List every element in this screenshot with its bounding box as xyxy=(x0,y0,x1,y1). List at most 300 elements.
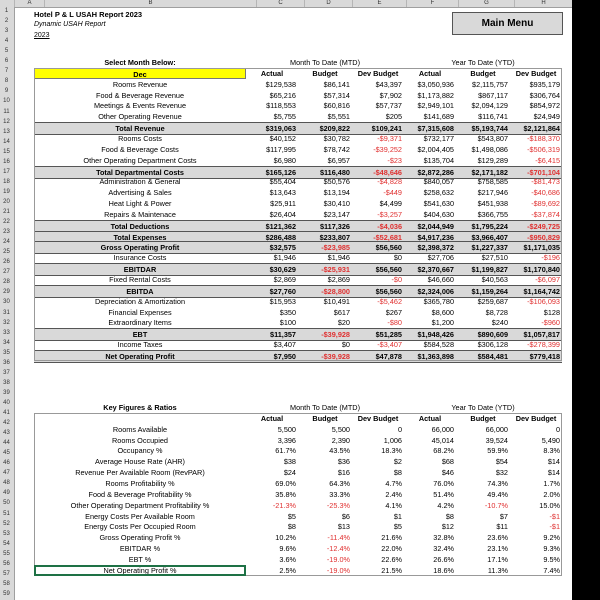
row-number[interactable]: 3 xyxy=(4,28,9,35)
row-number[interactable]: 37 xyxy=(3,369,10,376)
pl-row-label[interactable]: Advertising & Sales xyxy=(108,188,172,198)
kf-value[interactable]: 32.4% xyxy=(433,544,454,554)
pl-value[interactable]: -$28,800 xyxy=(321,286,350,296)
row-number[interactable]: 23 xyxy=(3,229,10,236)
row-number[interactable]: 33 xyxy=(3,329,10,336)
kf-value[interactable]: 21.6% xyxy=(381,533,402,543)
kf-value[interactable]: 21.5% xyxy=(381,565,402,575)
kf-value[interactable]: 4.2% xyxy=(437,500,454,510)
pl-value[interactable]: $32,575 xyxy=(269,243,296,253)
row-number[interactable]: 58 xyxy=(3,580,10,587)
pl-value[interactable]: -$278,399 xyxy=(527,340,560,350)
kf-value[interactable]: 22.0% xyxy=(381,544,402,554)
pl-value[interactable]: $1,227,337 xyxy=(471,243,508,253)
pl-value[interactable]: $11,357 xyxy=(270,330,296,340)
row-number[interactable]: 59 xyxy=(3,590,10,597)
pl-row-label[interactable]: Depreciation & Amortization xyxy=(94,296,186,306)
kf-row-label[interactable]: Energy Costs Per Available Room xyxy=(85,511,195,521)
pl-value[interactable]: $0 xyxy=(341,340,350,350)
kf-value[interactable]: 35.8% xyxy=(275,489,296,499)
pl-row-label[interactable]: Gross Operating Profit xyxy=(100,243,180,253)
pl-value[interactable]: $6,980 xyxy=(273,155,296,165)
kf-value[interactable]: 8.3% xyxy=(543,446,560,456)
pl-value[interactable]: $23,147 xyxy=(323,209,350,219)
kf-value[interactable]: 17.1% xyxy=(487,554,508,564)
pl-value[interactable]: $121,362 xyxy=(265,221,296,231)
kf-row-label[interactable]: Rooms Occupied xyxy=(112,435,168,445)
pl-value[interactable]: -$3,257 xyxy=(377,209,402,219)
pl-value[interactable]: -$4,036 xyxy=(377,221,402,231)
column-letter-d[interactable]: D xyxy=(304,0,352,7)
pl-value[interactable]: $24,949 xyxy=(533,112,560,122)
pl-value[interactable]: $43,397 xyxy=(375,79,402,89)
pl-value[interactable]: $57,314 xyxy=(323,90,350,100)
kf-row-label[interactable]: Rooms Profitability % xyxy=(105,478,175,488)
kf-value[interactable]: 74.3% xyxy=(487,478,508,488)
pl-value[interactable]: $3,966,407 xyxy=(471,232,508,242)
row-number[interactable]: 13 xyxy=(3,128,10,135)
kf-value[interactable]: 43.5% xyxy=(329,446,350,456)
kf-value[interactable]: $54 xyxy=(495,457,508,467)
kf-value[interactable]: -10.7% xyxy=(484,500,508,510)
pl-value[interactable]: $51,285 xyxy=(375,330,402,340)
kf-value[interactable]: 5,500 xyxy=(331,424,350,434)
pl-value[interactable]: $78,742 xyxy=(323,144,350,154)
pl-value[interactable]: -$196 xyxy=(541,253,560,263)
row-number[interactable]: 40 xyxy=(3,399,10,406)
kf-value[interactable]: 39,524 xyxy=(485,435,508,445)
pl-value[interactable]: $13,194 xyxy=(323,188,350,198)
pl-value[interactable]: -$449 xyxy=(383,188,402,198)
row-number[interactable]: 43 xyxy=(3,430,10,437)
row-number[interactable]: 24 xyxy=(3,239,10,246)
kf-value[interactable]: 5,500 xyxy=(277,424,296,434)
pl-value[interactable]: $7,902 xyxy=(379,90,402,100)
kf-row-label[interactable]: Energy Costs Per Occupied Room xyxy=(84,522,196,532)
kf-value[interactable]: 18.3% xyxy=(381,446,402,456)
pl-value[interactable]: $1,171,035 xyxy=(523,243,560,253)
row-number[interactable]: 19 xyxy=(3,188,10,195)
kf-value[interactable]: $6 xyxy=(341,511,350,521)
pl-value[interactable]: -$106,093 xyxy=(527,296,560,306)
pl-value[interactable]: $1,164,742 xyxy=(523,286,560,296)
kf-value[interactable]: $24 xyxy=(283,468,296,478)
row-number[interactable]: 26 xyxy=(3,259,10,266)
kf-value[interactable]: $5 xyxy=(393,522,402,532)
pl-value[interactable]: $26,404 xyxy=(269,209,296,219)
pl-value[interactable]: $2,115,757 xyxy=(472,79,508,89)
kf-value[interactable]: 61.7% xyxy=(275,446,296,456)
pl-value[interactable]: -$89,692 xyxy=(531,199,560,209)
kf-value[interactable]: $2 xyxy=(393,457,402,467)
pl-value[interactable]: $30,629 xyxy=(269,265,296,275)
pl-value[interactable]: $116,741 xyxy=(478,112,508,122)
pl-value[interactable]: -$960 xyxy=(541,318,560,328)
pl-value[interactable]: $1,795,224 xyxy=(471,221,508,231)
kf-value[interactable]: 64.3% xyxy=(329,478,350,488)
kf-row-label[interactable]: EBT % xyxy=(128,554,152,564)
kf-value[interactable]: 68.2% xyxy=(433,446,454,456)
kf-value[interactable]: -12.4% xyxy=(326,544,350,554)
column-letter-c[interactable]: C xyxy=(256,0,304,7)
row-number[interactable]: 46 xyxy=(3,460,10,467)
pl-value[interactable]: -$37,874 xyxy=(531,209,560,219)
kf-value[interactable]: 51.4% xyxy=(433,489,454,499)
kf-value[interactable]: 32.8% xyxy=(433,533,454,543)
pl-value[interactable]: -$81,473 xyxy=(531,177,560,187)
kf-value[interactable]: $46 xyxy=(441,468,454,478)
kf-value[interactable]: $38 xyxy=(283,457,296,467)
row-number[interactable]: 31 xyxy=(3,309,10,316)
pl-value[interactable]: $5,755 xyxy=(273,112,296,122)
kf-value[interactable]: $13 xyxy=(337,522,350,532)
kf-value[interactable]: 2.5% xyxy=(279,565,296,575)
column-letter-g[interactable]: G xyxy=(458,0,514,7)
pl-value[interactable]: $2,872,286 xyxy=(417,167,454,177)
pl-value[interactable]: $3,050,936 xyxy=(417,79,454,89)
pl-value[interactable]: -$249,725 xyxy=(527,221,560,231)
row-number[interactable]: 41 xyxy=(3,410,10,416)
kf-value[interactable]: -$1 xyxy=(549,522,560,532)
pl-value[interactable]: $732,177 xyxy=(423,133,454,143)
kf-value[interactable]: $12 xyxy=(441,522,454,532)
row-number[interactable]: 50 xyxy=(3,500,10,507)
row-number[interactable]: 25 xyxy=(3,249,10,256)
pl-row-label[interactable]: Repairs & Maintenace xyxy=(104,209,176,219)
kf-value[interactable]: $36 xyxy=(337,457,350,467)
kf-value[interactable]: 76.0% xyxy=(433,478,454,488)
pl-value[interactable]: $890,609 xyxy=(477,330,508,340)
kf-value[interactable]: -19.0% xyxy=(326,565,350,575)
row-number[interactable]: 5 xyxy=(4,48,9,55)
pl-row-label[interactable]: Other Operating Department Costs xyxy=(83,155,197,165)
pl-value[interactable]: $60,816 xyxy=(323,101,350,111)
kf-value[interactable]: 0 xyxy=(397,424,402,434)
kf-value[interactable]: 2.4% xyxy=(385,489,402,499)
kf-value[interactable]: 23.6% xyxy=(487,533,508,543)
kf-row-label[interactable]: Average House Rate (AHR) xyxy=(95,457,185,467)
pl-value[interactable]: $1,946 xyxy=(273,253,296,263)
row-number[interactable]: 57 xyxy=(3,570,10,577)
kf-value[interactable]: $68 xyxy=(441,457,454,467)
row-number[interactable]: 9 xyxy=(4,88,9,95)
pl-value[interactable]: $758,585 xyxy=(477,177,508,187)
pl-value[interactable]: $1,170,840 xyxy=(523,265,560,275)
row-number[interactable]: 39 xyxy=(3,389,10,396)
pl-value[interactable]: $5,551 xyxy=(327,112,350,122)
pl-value[interactable]: $47,878 xyxy=(375,351,402,361)
row-number[interactable]: 44 xyxy=(3,440,10,447)
pl-value[interactable]: $286,488 xyxy=(265,232,296,242)
kf-value[interactable]: 5,490 xyxy=(541,435,560,445)
kf-value[interactable]: 66,000 xyxy=(431,424,454,434)
kf-value[interactable]: $8 xyxy=(287,522,296,532)
pl-value[interactable]: -$5,462 xyxy=(377,296,402,306)
kf-row-label[interactable]: Food & Beverage Profitability % xyxy=(88,489,192,499)
kf-value[interactable]: 2.0% xyxy=(543,489,560,499)
row-number[interactable]: 52 xyxy=(3,520,10,527)
row-number[interactable]: 11 xyxy=(3,108,10,115)
month-selector[interactable]: Dec xyxy=(34,68,246,79)
row-number[interactable]: 15 xyxy=(3,148,10,155)
pl-value[interactable]: $451,938 xyxy=(477,199,508,209)
row-number[interactable]: 47 xyxy=(3,470,10,477)
column-letter-f[interactable]: F xyxy=(406,0,458,7)
pl-value[interactable]: -$39,252 xyxy=(373,144,402,154)
row-number[interactable]: 18 xyxy=(3,178,10,185)
pl-value[interactable]: $25,911 xyxy=(270,199,296,209)
pl-value[interactable]: $129,538 xyxy=(265,79,296,89)
pl-value[interactable]: -$950,829 xyxy=(527,232,560,242)
pl-value[interactable]: $267 xyxy=(385,307,402,317)
kf-value[interactable]: -19.0% xyxy=(326,554,350,564)
pl-value[interactable]: $0 xyxy=(393,253,402,263)
pl-value[interactable]: $217,946 xyxy=(477,188,508,198)
pl-value[interactable]: $1,200 xyxy=(431,318,454,328)
pl-value[interactable]: $46,660 xyxy=(427,275,454,284)
pl-value[interactable]: $40,563 xyxy=(481,275,508,284)
kf-value[interactable]: 10.2% xyxy=(275,533,296,543)
row-number[interactable]: 29 xyxy=(3,289,10,296)
kf-value[interactable]: 9.6% xyxy=(279,544,296,554)
pl-value[interactable]: $5,193,744 xyxy=(471,124,508,134)
kf-value[interactable]: 33.3% xyxy=(329,489,350,499)
pl-value[interactable]: $779,418 xyxy=(529,351,560,361)
pl-value[interactable]: $1,159,264 xyxy=(471,286,508,296)
pl-row-label[interactable]: Food & Beverage Costs xyxy=(101,144,179,154)
row-number[interactable]: 22 xyxy=(3,219,10,226)
pl-value[interactable]: $205 xyxy=(385,112,402,122)
pl-row-label[interactable]: Heat Light & Power xyxy=(108,199,172,209)
pl-value[interactable]: $13,643 xyxy=(269,188,296,198)
pl-value[interactable]: $840,057 xyxy=(423,177,454,187)
pl-value[interactable]: $2,044,949 xyxy=(417,221,454,231)
pl-value[interactable]: $7,315,608 xyxy=(417,124,454,134)
row-number[interactable]: 20 xyxy=(3,198,10,205)
pl-value[interactable]: $543,807 xyxy=(477,133,508,143)
kf-row-label[interactable]: Revenue Per Available Room (RevPAR) xyxy=(75,468,205,478)
pl-value[interactable]: -$52,681 xyxy=(373,232,402,242)
pl-value[interactable]: $109,241 xyxy=(371,124,402,134)
pl-value[interactable]: $306,764 xyxy=(529,90,560,100)
pl-row-label[interactable]: Financial Expenses xyxy=(108,307,172,317)
pl-value[interactable]: $935,179 xyxy=(529,79,560,89)
kf-value[interactable]: 4.7% xyxy=(385,478,402,488)
row-number[interactable]: 21 xyxy=(3,209,10,215)
pl-value[interactable]: $7,950 xyxy=(273,351,296,361)
kf-row-label[interactable]: Rooms Available xyxy=(112,424,168,434)
row-number[interactable]: 2 xyxy=(4,18,9,25)
row-number[interactable]: 27 xyxy=(3,269,10,276)
pl-value[interactable]: $141,689 xyxy=(423,112,454,122)
kf-value[interactable]: -11.4% xyxy=(327,533,350,543)
pl-value[interactable]: $1,363,898 xyxy=(417,351,454,361)
pl-value[interactable]: $30,410 xyxy=(323,199,350,209)
row-number[interactable]: 48 xyxy=(3,480,10,487)
pl-value[interactable]: -$80 xyxy=(387,318,402,328)
pl-value[interactable]: $15,953 xyxy=(269,296,296,306)
kf-value[interactable]: -21.3% xyxy=(272,500,296,510)
pl-value[interactable]: $117,326 xyxy=(319,221,350,231)
pl-value[interactable]: $854,972 xyxy=(529,101,560,111)
kf-value[interactable]: $8 xyxy=(393,468,402,478)
pl-value[interactable]: -$0 xyxy=(391,275,402,284)
pl-value[interactable]: $541,630 xyxy=(423,199,454,209)
row-number[interactable]: 53 xyxy=(3,530,10,537)
pl-value[interactable]: $1,173,882 xyxy=(417,90,454,100)
pl-value[interactable]: -$701,104 xyxy=(527,167,560,177)
row-number[interactable]: 42 xyxy=(3,420,10,427)
pl-value[interactable]: $2,398,372 xyxy=(417,243,454,253)
pl-row-label[interactable]: Rooms Revenue xyxy=(112,79,168,89)
row-number[interactable]: 1 xyxy=(4,8,9,14)
kf-value[interactable]: 18.6% xyxy=(433,565,454,575)
row-number[interactable]: 55 xyxy=(3,550,10,557)
pl-value[interactable]: -$39,928 xyxy=(321,330,350,340)
kf-value[interactable]: 3.6% xyxy=(279,554,296,564)
pl-value[interactable]: $135,704 xyxy=(423,155,454,165)
pl-row-label[interactable]: Total Expenses xyxy=(113,232,167,242)
kf-row-label[interactable]: Occupancy % xyxy=(117,446,163,456)
column-letter-a[interactable]: A xyxy=(14,0,44,7)
pl-value[interactable]: $306,128 xyxy=(477,340,508,350)
pl-value[interactable]: $56,560 xyxy=(375,243,402,253)
pl-value[interactable]: $27,510 xyxy=(481,253,508,263)
row-number[interactable]: 16 xyxy=(3,158,10,165)
row-number[interactable]: 4 xyxy=(4,38,9,45)
pl-value[interactable]: $128 xyxy=(543,307,560,317)
pl-value[interactable]: $1,498,086 xyxy=(471,144,508,154)
kf-value[interactable]: -$1 xyxy=(549,511,560,521)
row-number[interactable]: 54 xyxy=(3,540,10,547)
column-letter-e[interactable]: E xyxy=(352,0,406,7)
row-number[interactable]: 12 xyxy=(3,118,10,125)
row-number[interactable]: 45 xyxy=(3,450,10,457)
pl-row-label[interactable]: Rooms Costs xyxy=(118,133,162,143)
kf-value[interactable]: 11.3% xyxy=(487,565,508,575)
pl-value[interactable]: $117,995 xyxy=(266,144,296,154)
pl-value[interactable]: $100 xyxy=(279,318,296,328)
pl-value[interactable]: $867,117 xyxy=(478,90,508,100)
kf-value[interactable]: 1.7% xyxy=(543,478,560,488)
pl-value[interactable]: $2,004,405 xyxy=(417,144,454,154)
kf-value[interactable]: 9.3% xyxy=(543,544,560,554)
pl-value[interactable]: $56,560 xyxy=(375,265,402,275)
kf-value[interactable]: 45,014 xyxy=(431,435,454,445)
pl-value[interactable]: $27,706 xyxy=(427,253,454,263)
pl-value[interactable]: $4,499 xyxy=(379,199,402,209)
pl-value[interactable]: $129,289 xyxy=(477,155,508,165)
row-number[interactable]: 32 xyxy=(3,319,10,326)
pl-value[interactable]: -$39,928 xyxy=(321,351,350,361)
pl-value[interactable]: $2,370,667 xyxy=(417,265,454,275)
kf-value[interactable]: 66,000 xyxy=(485,424,508,434)
pl-value[interactable]: $2,121,864 xyxy=(523,124,560,134)
pl-value[interactable]: $65,216 xyxy=(269,90,296,100)
kf-value[interactable]: 69.0% xyxy=(275,478,296,488)
pl-value[interactable]: $165,126 xyxy=(265,167,296,177)
row-number[interactable]: 56 xyxy=(3,560,10,567)
pl-value[interactable]: -$48,646 xyxy=(373,167,402,177)
kf-value[interactable]: 9.5% xyxy=(543,554,560,564)
pl-value[interactable]: $258,632 xyxy=(423,188,454,198)
pl-value[interactable]: $259,687 xyxy=(477,296,508,306)
column-letter-h[interactable]: H xyxy=(514,0,572,7)
row-number[interactable]: 7 xyxy=(4,68,9,75)
kf-value[interactable]: $1 xyxy=(393,511,402,521)
kf-value[interactable]: -25.3% xyxy=(326,500,350,510)
pl-value[interactable]: $2,869 xyxy=(327,275,350,284)
kf-value[interactable]: $11 xyxy=(496,522,508,532)
pl-value[interactable]: -$23 xyxy=(387,155,402,165)
pl-value[interactable]: $8,728 xyxy=(485,307,508,317)
pl-value[interactable]: -$40,686 xyxy=(531,188,560,198)
kf-value[interactable]: 1,006 xyxy=(383,435,402,445)
pl-value[interactable]: -$188,370 xyxy=(527,133,560,143)
pl-value[interactable]: -$25,931 xyxy=(321,265,350,275)
kf-value[interactable]: 2,390 xyxy=(331,435,350,445)
kf-value[interactable]: 15.0% xyxy=(539,500,560,510)
kf-value[interactable]: $5 xyxy=(287,511,296,521)
pl-row-label[interactable]: Total Departmental Costs xyxy=(96,167,184,177)
kf-value[interactable]: $7 xyxy=(499,511,508,521)
pl-value[interactable]: $3,407 xyxy=(273,340,296,350)
pl-value[interactable]: $57,737 xyxy=(375,101,402,111)
pl-value[interactable]: $2,094,129 xyxy=(471,101,508,111)
row-number[interactable]: 49 xyxy=(3,490,10,497)
kf-row-label[interactable]: Other Operating Department Profitability % xyxy=(70,500,210,510)
pl-value[interactable]: $8,600 xyxy=(431,307,454,317)
pl-row-label[interactable]: Food & Beverage Revenue xyxy=(95,90,185,100)
kf-value[interactable]: $8 xyxy=(445,511,454,521)
row-number[interactable]: 10 xyxy=(3,98,10,105)
pl-row-label[interactable]: Fixed Rental Costs xyxy=(109,275,171,284)
row-number[interactable]: 30 xyxy=(3,299,10,306)
pl-row-label[interactable]: Net Operating Profit xyxy=(105,351,175,361)
pl-row-label[interactable]: EBITDA xyxy=(126,286,154,296)
pl-value[interactable]: $2,171,182 xyxy=(471,167,508,177)
row-number[interactable]: 8 xyxy=(4,78,9,85)
kf-value[interactable]: 0 xyxy=(555,424,560,434)
kf-value[interactable]: 4.1% xyxy=(385,500,402,510)
pl-value[interactable]: $30,782 xyxy=(323,133,350,143)
pl-value[interactable]: $40,152 xyxy=(269,133,296,143)
pl-value[interactable]: $50,576 xyxy=(323,177,350,187)
pl-value[interactable]: $209,822 xyxy=(319,124,350,134)
pl-value[interactable]: $366,755 xyxy=(477,209,508,219)
pl-value[interactable]: -$9,371 xyxy=(377,133,402,143)
pl-value[interactable]: $233,807 xyxy=(319,232,350,242)
pl-value[interactable]: $55,404 xyxy=(269,177,296,187)
kf-value[interactable]: 23.1% xyxy=(487,544,508,554)
pl-value[interactable]: $350 xyxy=(279,307,296,317)
pl-value[interactable]: $6,957 xyxy=(327,155,350,165)
column-letter-b[interactable]: B xyxy=(44,0,256,7)
pl-value[interactable]: $1,199,827 xyxy=(471,265,508,275)
pl-value[interactable]: $20 xyxy=(337,318,350,328)
pl-value[interactable]: $2,949,101 xyxy=(417,101,454,111)
kf-value[interactable]: $14 xyxy=(547,457,560,467)
pl-row-label[interactable]: Administration & General xyxy=(99,177,181,187)
pl-value[interactable]: $584,528 xyxy=(423,340,454,350)
pl-value[interactable]: $1,946 xyxy=(327,253,350,263)
pl-row-label[interactable]: Income Taxes xyxy=(117,340,163,350)
pl-value[interactable]: $4,917,236 xyxy=(417,232,454,242)
pl-row-label[interactable]: Meetings & Events Revenue xyxy=(93,101,187,111)
pl-value[interactable]: -$506,319 xyxy=(527,144,560,154)
pl-value[interactable]: $27,760 xyxy=(269,286,296,296)
pl-value[interactable]: $2,324,006 xyxy=(417,286,454,296)
